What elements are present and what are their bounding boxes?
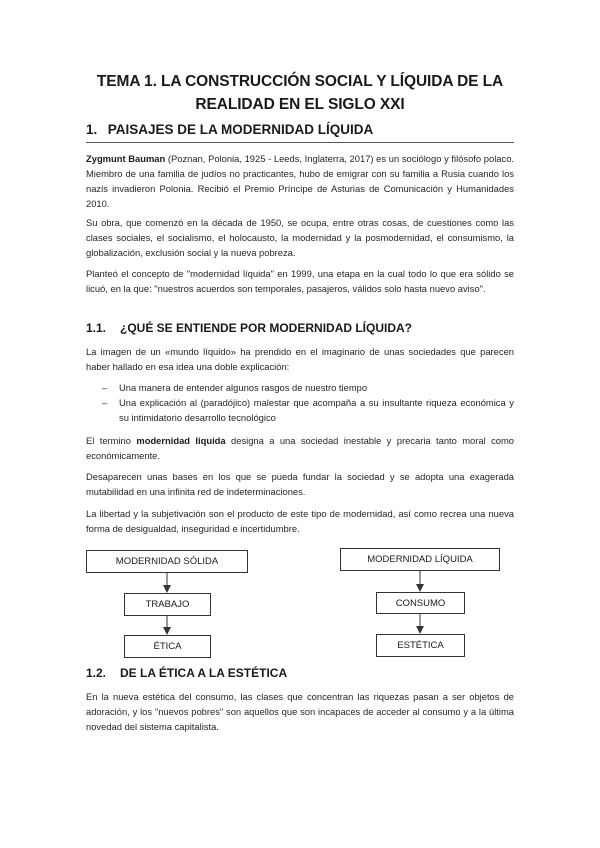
box-consumo: CONSUMO xyxy=(376,592,465,614)
box-etica: ÉTICA xyxy=(124,635,211,658)
author-name: Zygmunt Bauman xyxy=(86,153,166,164)
section-1-1-title: ¿QUÉ SE ENTIENDE POR MODERNIDAD LÍQUIDA? xyxy=(120,321,413,335)
paragraph-aesthetics: En la nueva estética del consumo, las clases que concentran las riquezas pasan a ser objetos de adoración, y los "nuevos pobres" son aquellos que son incapaces de acceder al consumo y a la última novedad del sistema capitalista. xyxy=(86,691,514,732)
paragraph-concept: Planteó el concepto de "modernidad líquida" en 1999, una etapa en la cual todo lo que era sólido se licuó, en la que: "nuestros acuerdos son temporales, pasajeros, válidos solo hasta nuevo aviso". xyxy=(86,268,514,294)
section-1-number: 1. xyxy=(86,122,98,137)
paragraph-liquid-world: La imagen de un «mundo líquido» ha prendido en el imaginario de unas sociedades que parecen haber hallado en esa idea una doble explicación: xyxy=(86,346,514,372)
box-modernidad-solida: MODERNIDAD SÓLIDA xyxy=(86,550,248,573)
paragraph-definition: El termino modernidad liquida designa a una sociedad inestable y precaria tanto moral como económicamente. xyxy=(86,435,514,461)
section-1-title: PAISAJES DE LA MODERNIDAD LÍQUIDA xyxy=(107,122,374,137)
term-modernidad-liquida: modernidad liquida xyxy=(136,435,226,446)
box-modernidad-liquida: MODERNIDAD LÍQUIDA xyxy=(340,548,500,571)
box-trabajo: TRABAJO xyxy=(124,593,211,616)
list-item: – Una manera de entender algunos rasgos de nuestro tiempo xyxy=(102,382,368,393)
box-estetica: ESTÉTICA xyxy=(376,634,465,657)
section-1-2-title: DE LA ÉTICA A LA ESTÉTICA xyxy=(120,666,288,680)
paragraph-bases: Desaparecen unas bases en los que se pueda fundar la sociedad y se adopta una exagerada mutabilidad en una infinita red de indeterminaciones. xyxy=(86,471,514,497)
paragraph-freedom: La libertad y la subjetivación son el producto de este tipo de modernidad, así como recrea una nueva forma de desigualdad, inseguridad e incertidumbre. xyxy=(86,508,514,534)
section-1-1-number: 1.1. xyxy=(86,321,107,335)
section-1-2-number: 1.2. xyxy=(86,666,107,680)
dash-marker: – xyxy=(102,382,108,393)
dash-marker: – xyxy=(102,397,108,408)
document-title: TEMA 1. LA CONSTRUCCIÓN SOCIAL Y LÍQUIDA DE LA REALIDAD EN EL SIGLO XXI xyxy=(96,73,504,113)
paragraph-work: Su obra, que comenzó en la década de 1950, se ocupa, entre otras cosas, de cuestiones como las clases sociales, el socialismo, el holocausto, la modernidad y la posmodernidad, el consumismo, la globalización, exclusión social y la nueva pobreza. xyxy=(86,217,514,258)
bio-text: (Poznan, Polonia, 1925 - Leeds, Inglaterra, 2017) es un sociólogo y filósofo polaco. Miembro de una familia de judíos no practicantes, hubo de emigrar con su familia a Rusia cuando los nazis invadieron Polonia. Recibió el Premio Príncipe de Asturias de Comunicación y Humanidades 2010. xyxy=(86,153,515,209)
list-item: – Una explicación al (paradójico) malestar que acompaña a su insultante riqueza económica y su intimidatorio desarrollo tecnológico xyxy=(102,397,514,423)
